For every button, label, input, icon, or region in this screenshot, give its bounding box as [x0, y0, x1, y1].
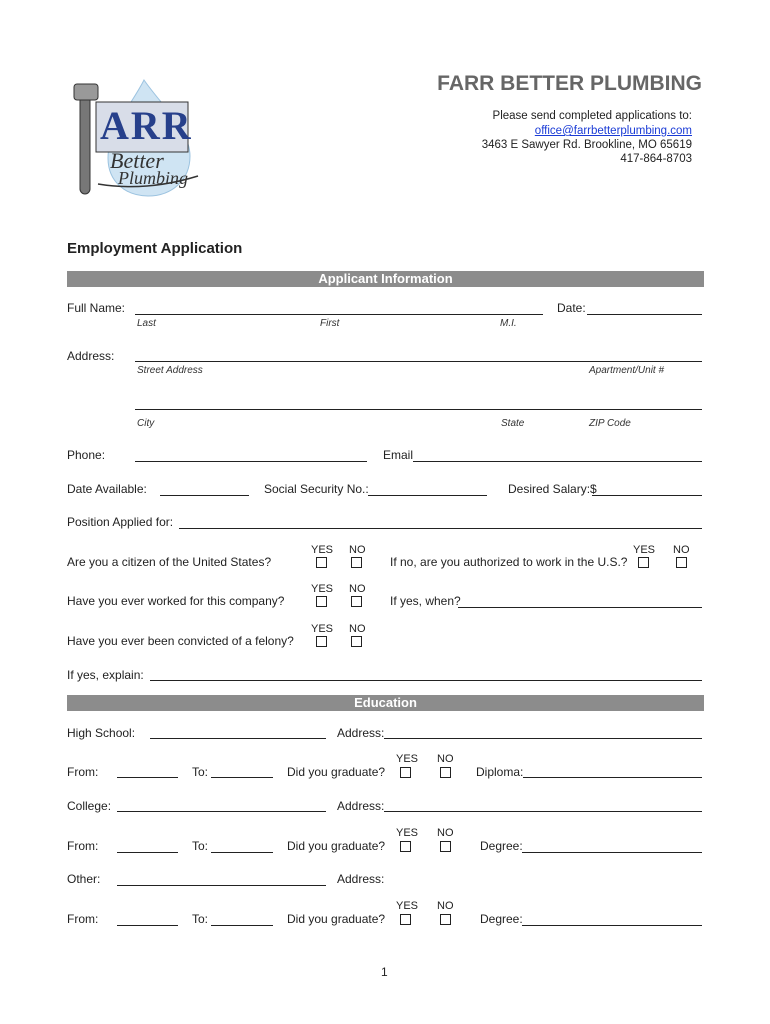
citizen-question: Are you a citizen of the United States?	[67, 555, 272, 569]
section-education: Education	[67, 695, 704, 711]
felony-no-checkbox[interactable]	[351, 636, 362, 647]
form-title: Employment Application	[67, 240, 243, 257]
page-number: 1	[381, 965, 388, 979]
other-grad-yes-label: YES	[396, 900, 419, 912]
other-to-label: To:	[192, 912, 209, 926]
send-instructions: Please send completed applications to:	[492, 110, 692, 122]
mi-caption: M.I.	[500, 318, 517, 329]
hs-grad-yes-checkbox[interactable]	[400, 767, 411, 778]
other-from-label: From:	[67, 912, 99, 926]
city-caption: City	[137, 418, 155, 429]
citizen-no-label: NO	[349, 544, 366, 556]
other-grad-no-label: NO	[437, 900, 454, 912]
if-yes-when-label: If yes, when?	[390, 594, 461, 608]
company-name: FARR BETTER PLUMBING	[437, 72, 702, 95]
diploma-field[interactable]	[523, 777, 702, 778]
felony-no-label: NO	[349, 623, 366, 635]
company-email-link[interactable]: office@farrbetterplumbing.com	[534, 125, 692, 137]
college-degree-field[interactable]	[522, 852, 702, 853]
company-phone: 417-864-8703	[620, 153, 692, 165]
college-grad-yes-label: YES	[396, 827, 419, 839]
first-caption: First	[320, 318, 340, 329]
authorized-no-checkbox[interactable]	[676, 557, 687, 568]
hs-from-label: From:	[67, 765, 99, 779]
explain-label: If yes, explain:	[67, 668, 144, 682]
other-degree-field[interactable]	[522, 925, 702, 926]
other-address-label: Address:	[337, 872, 385, 886]
company-address: 3463 E Sawyer Rd. Brookline, MO 65619	[481, 139, 692, 151]
date-label: Date:	[557, 301, 586, 315]
apt-caption: Apartment/Unit #	[589, 365, 665, 376]
section-applicant-information: Applicant Information	[67, 271, 704, 287]
phone-label: Phone:	[67, 448, 106, 462]
zip-caption: ZIP Code	[589, 418, 631, 429]
street-address-field[interactable]	[135, 361, 702, 362]
felony-yes-label: YES	[311, 623, 334, 635]
worked-yes-checkbox[interactable]	[316, 596, 327, 607]
hs-graduate-label: Did you graduate?	[287, 765, 386, 779]
salary-label: Desired Salary:$	[508, 482, 597, 496]
other-label: Other:	[67, 872, 101, 886]
high-school-address-field[interactable]	[384, 738, 702, 739]
state-caption: State	[501, 418, 525, 429]
worked-no-checkbox[interactable]	[351, 596, 362, 607]
college-from-label: From:	[67, 839, 99, 853]
address-label: Address:	[67, 349, 115, 363]
felony-question: Have you ever been convicted of a felony?	[67, 634, 294, 648]
logo-letters: ARR	[100, 103, 193, 148]
college-to-label: To:	[192, 839, 209, 853]
college-field[interactable]	[117, 811, 326, 812]
hs-grad-no-checkbox[interactable]	[440, 767, 451, 778]
college-address-field[interactable]	[384, 811, 702, 812]
full-name-field[interactable]	[135, 314, 543, 315]
citizen-no-checkbox[interactable]	[351, 557, 362, 568]
email-field[interactable]	[413, 461, 702, 462]
other-degree-label: Degree:	[480, 912, 523, 926]
authorized-no-label: NO	[673, 544, 690, 556]
high-school-field[interactable]	[150, 738, 326, 739]
worked-yes-label: YES	[311, 583, 334, 595]
full-name-label: Full Name:	[67, 301, 126, 315]
logo-word-plumbing: Plumbing	[118, 168, 188, 188]
if-yes-when-field[interactable]	[458, 607, 702, 608]
other-grad-yes-checkbox[interactable]	[400, 914, 411, 925]
other-graduate-label: Did you graduate?	[287, 912, 386, 926]
date-field[interactable]	[587, 314, 702, 315]
college-grad-no-label: NO	[437, 827, 454, 839]
hs-grad-no-label: NO	[437, 753, 454, 765]
college-address-label: Address:	[337, 799, 385, 813]
other-from-field[interactable]	[117, 925, 178, 926]
hs-to-label: To:	[192, 765, 209, 779]
date-available-field[interactable]	[160, 495, 249, 496]
high-school-address-label: Address:	[337, 726, 385, 740]
high-school-label: High School:	[67, 726, 136, 740]
hs-grad-yes-label: YES	[396, 753, 419, 765]
worked-no-label: NO	[349, 583, 366, 595]
other-to-field[interactable]	[211, 925, 273, 926]
position-label: Position Applied for:	[67, 515, 174, 529]
authorized-yes-label: YES	[633, 544, 656, 556]
company-logo	[66, 72, 206, 202]
hs-from-field[interactable]	[117, 777, 178, 778]
other-grad-no-checkbox[interactable]	[440, 914, 451, 925]
position-field[interactable]	[179, 528, 702, 529]
date-available-label: Date Available:	[67, 482, 147, 496]
college-from-field[interactable]	[117, 852, 178, 853]
college-to-field[interactable]	[211, 852, 273, 853]
street-caption: Street Address	[137, 365, 203, 376]
phone-field[interactable]	[135, 461, 367, 462]
citizen-yes-checkbox[interactable]	[316, 557, 327, 568]
email-label: Email	[383, 448, 414, 462]
other-field[interactable]	[117, 885, 326, 886]
last-caption: Last	[137, 318, 156, 329]
ssn-field[interactable]	[368, 495, 487, 496]
felony-yes-checkbox[interactable]	[316, 636, 327, 647]
logo-word-better: Better	[110, 148, 164, 173]
college-graduate-label: Did you graduate?	[287, 839, 386, 853]
city-state-zip-field[interactable]	[135, 409, 702, 410]
college-label: College:	[67, 799, 112, 813]
salary-field[interactable]	[592, 495, 702, 496]
college-degree-label: Degree:	[480, 839, 523, 853]
hs-to-field[interactable]	[211, 777, 273, 778]
ssn-label: Social Security No.:	[264, 482, 369, 496]
college-grad-no-checkbox[interactable]	[440, 841, 451, 852]
worked-question: Have you ever worked for this company?	[67, 594, 285, 608]
explain-field[interactable]	[150, 680, 702, 681]
citizen-yes-label: YES	[311, 544, 334, 556]
authorized-question: If no, are you authorized to work in the U.S.?	[390, 555, 628, 569]
college-grad-yes-checkbox[interactable]	[400, 841, 411, 852]
authorized-yes-checkbox[interactable]	[638, 557, 649, 568]
diploma-label: Diploma:	[476, 765, 524, 779]
